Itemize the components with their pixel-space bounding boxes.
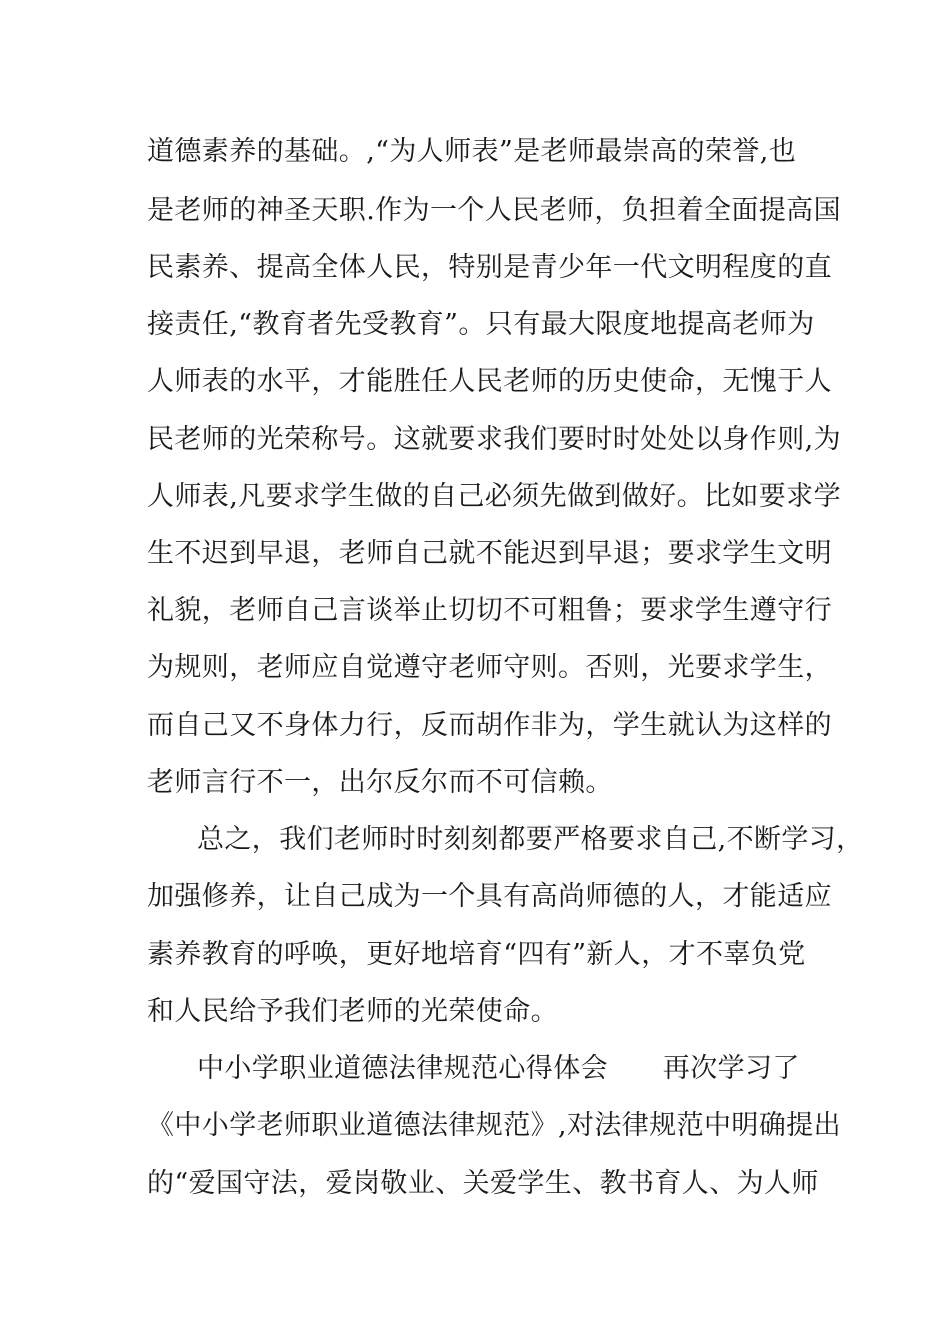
text-line: 接责任,“教育者先受教育”。只有最大限度地提高老师为 [147,309,815,340]
text-line: 人师表,凡要求学生做的自己必须先做到做好。比如要求学 [147,481,841,512]
text-line: 加强修养，让自己成为一个具有高尚师德的人，才能适应 [147,881,832,912]
text-line: 是老师的神圣天职.作为一个人民老师，负担着全面提高国 [147,195,841,226]
text-line: 礼貌，老师自己言谈举止切切不可粗鲁；要求学生遵守行 [147,595,832,626]
text-line: 人师表的水平，才能胜任人民老师的历史使命，无愧于人 [147,366,832,397]
text-line: 而自己又不身体力行，反而胡作非为，学生就认为这样的 [147,710,832,741]
text-line: 老师言行不一，出尔反尔而不可信赖。 [147,767,613,798]
text-line: 生不迟到早退，老师自己就不能迟到早退；要求学生文明 [147,538,832,569]
section-heading-line: 中小学职业道德法律规范心得体会 再次学习了 [197,1053,800,1084]
text-line: 民素养、提高全体人民，特别是青少年一代文明程度的直 [147,252,832,283]
text-line: 《中小学老师职业道德法律规范》,对法律规范中明确提出 [147,1110,841,1141]
text-line: 素养教育的呼唤，更好地培育“四有”新人，才不辜负党 [147,939,806,970]
text-line: 为规则，老师应自觉遵守老师守则。否则，光要求学生， [147,652,832,683]
text-line: 道德素养的基础。,“为人师表”是老师最崇高的荣誉,也 [147,136,797,167]
paragraph-first-line: 总之，我们老师时时刻刻都要严格要求自己,不断学习， [197,824,864,855]
text-line: 的“爱国守法，爱岗敬业、关爱学生、教书育人、为人师 [147,1168,819,1199]
text-line: 和人民给予我们老师的光荣使命。 [147,996,558,1027]
text-line: 民老师的光荣称号。这就要求我们要时时处处以身作则,为 [147,424,841,455]
